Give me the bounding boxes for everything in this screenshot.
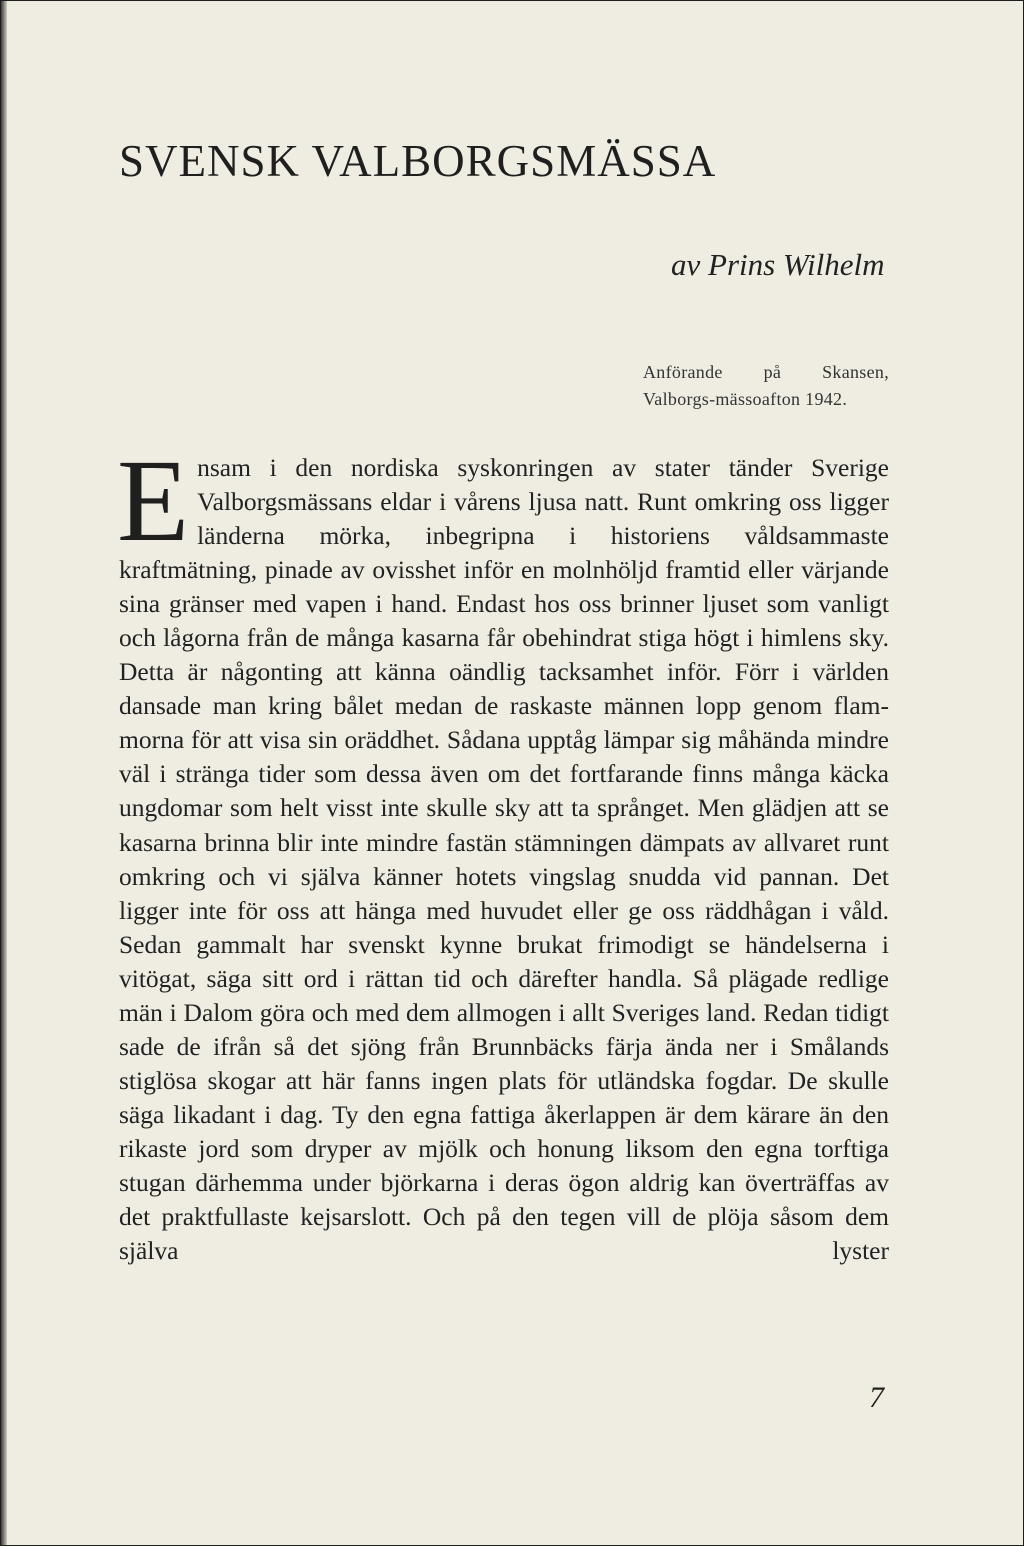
body-text: nsam i den nordiska syskonringen av stater tänder Sverige Valborgsmässans eldar i vårens ljusa natt. Runt omkring oss ligger länderna mörka, inbegripna i historiens våldsammaste kraftmätning, pinade av ovisshet inför en molnhöljd framtid eller värjande sina gränser med vapen i hand. Endast hos oss brinner ljuset som vanligt och lågorna från de många kasarna får obehindrat stiga högt i himlens sky. Detta är någonting att känna oändlig tacksamhet inför. Förr i världen dansade man kring bålet medan de raskaste männen lopp genom flammorna för att visa sin oräddhet. Sådana upptåg lämpar sig måhända mindre väl i stränga tider som dessa även om det fortfarande finns många käcka ungdomar som helt visst inte skulle sky att ta språnget. Men glädjen att se kasarna brinna blir inte mindre fastän stämningen dämpats av allvaret runt omkring och vi själva känner hotets vingslag snudda vid pannan. Det ligger inte för oss att hänga med huvudet eller ge oss räddhågan i våld. Sedan gammalt har svenskt kynne brukat frimodigt se händelserna i vitögat, säga sitt ord i rättan tid och därefter handla. Så plägade redlige män i Dalom göra och med dem allmogen i allt Sveriges land. Redan tidigt sade de ifrån så det sjöng från Brunnbäcks färja ända ner i Smålands stiglösa skogar att här fanns ingen plats för utländska fogdar. De skulle säga likadant i dag. Ty den egna fattiga åkerlappen är dem kärare än den rikaste jord som dryper av mjölk och honung liksom den egna torftiga stugan därhemma under björkarna i deras ögon aldrig kan överträffas av det praktfullaste kejsarslott. Och på den tegen vill de plöja såsom dem själva lyster [119,453,889,1266]
body-paragraph [117,435,889,1268]
page-binding-edge [1,1,7,1546]
author-byline: av Prins Wilhelm [671,247,885,282]
page-title: SVENSK VALBORGSMÄSSA [119,136,717,186]
page-number: 7 [869,1381,884,1414]
drop-cap: E [117,435,190,566]
speech-note: Anförande på Skansen, Valborgs-mässoafton 1942. [643,362,889,409]
